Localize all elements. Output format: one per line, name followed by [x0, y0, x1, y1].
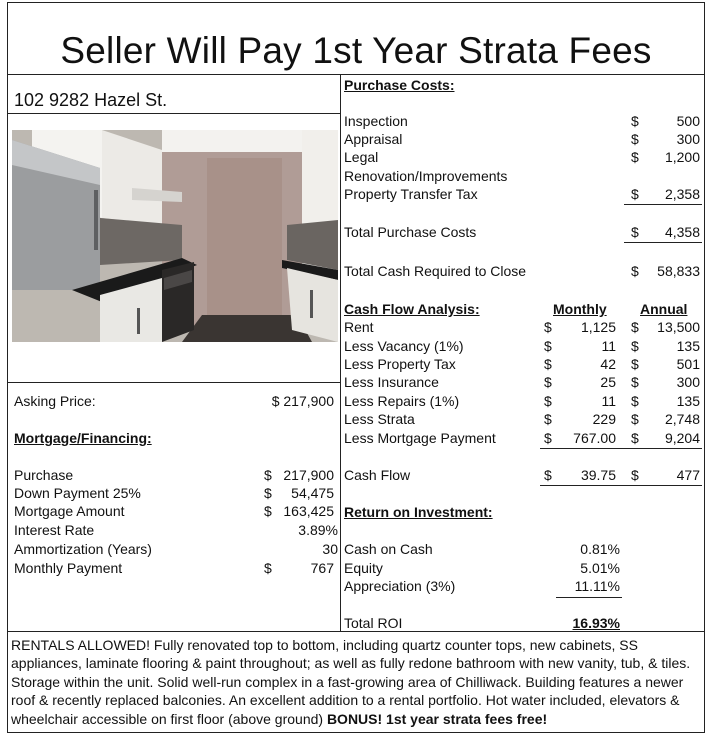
mortgage-label: Interest Rate	[14, 522, 95, 538]
purchase-cost-label: Legal	[344, 149, 379, 165]
purchase-cost-currency: $	[631, 131, 639, 147]
annual-value: 13,500	[657, 319, 700, 335]
cash-flow-heading: Cash Flow Analysis:	[344, 301, 480, 317]
roi-value: 11.11%	[574, 578, 620, 594]
annual-currency: $	[631, 338, 639, 354]
cash-flow-label: Less Strata	[344, 411, 415, 427]
kitchen-photo	[12, 130, 338, 342]
annual-currency: $	[631, 319, 639, 335]
total-roi-value: 16.93%	[572, 615, 620, 631]
cash-flow-result-rule	[540, 485, 702, 486]
mortgage-value: 767	[310, 560, 334, 576]
total-rule	[624, 242, 702, 243]
description-text: RENTALS ALLOWED! Fully renovated top to bottom, including quartz counter tops, new cabinets, SS appliances, laminate flooring & paint throughout; as well as fully redone bathroom with new vanity, tub, & tiles. Storage within the unit. Solid well-run complex in a fast-growing area of Chilliwack. Building features a newer roof & recently replaced balconies. An excellent addition to a rental portfolio. Hot water included, elevators & wheelchair accessible on first floor (above ground)	[11, 637, 691, 727]
mortgage-value: 54,475	[291, 485, 334, 501]
monthly-value: 1,125	[580, 319, 616, 335]
annual-value: 9,204	[664, 430, 700, 446]
mortgage-heading: Mortgage/Financing:	[14, 430, 152, 446]
purchase-costs-heading: Purchase Costs:	[344, 77, 455, 93]
cash-flow-label: Less Vacancy (1%)	[344, 338, 464, 354]
roi-rule	[556, 597, 622, 598]
roi-label: Appreciation (3%)	[344, 578, 456, 594]
property-address: 102 9282 Hazel St.	[14, 90, 168, 110]
monthly-currency: $	[544, 338, 552, 354]
cash-flow-rule	[540, 448, 702, 449]
purchase-cost-currency: $	[631, 149, 639, 165]
monthly-currency: $	[544, 430, 552, 446]
purchase-cost-value: 2,358	[664, 186, 700, 202]
mortgage-currency: $	[264, 467, 272, 483]
roi-heading: Return on Investment:	[344, 504, 493, 520]
cash-required-label: Total Cash Required to Close	[344, 263, 527, 279]
monthly-column-header: Monthly	[553, 301, 607, 317]
page-title: Seller Will Pay 1st Year Strata Fees	[60, 30, 652, 71]
mortgage-label: Monthly Payment	[14, 560, 123, 576]
purchase-cost-label: Property Transfer Tax	[344, 186, 478, 202]
purchase-cost-value: 500	[676, 113, 700, 129]
purchase-cost-value: 300	[676, 131, 700, 147]
annual-currency: $	[631, 430, 639, 446]
annual-currency: $	[631, 411, 639, 427]
cash-flow-annual: 477	[676, 467, 700, 483]
monthly-value: 767.00	[573, 430, 616, 446]
annual-currency: $	[631, 374, 639, 390]
annual-column-header: Annual	[640, 301, 688, 317]
monthly-value: 25	[600, 374, 616, 390]
photo-divider	[8, 382, 340, 383]
cash-required-value: 58,833	[657, 263, 700, 279]
purchase-cost-label: Renovation/Improvements	[344, 168, 508, 184]
cash-flow-label: Less Repairs (1%)	[344, 393, 460, 409]
purchase-cost-label: Appraisal	[344, 131, 403, 147]
mortgage-currency: $	[264, 560, 272, 576]
monthly-value: 229	[592, 411, 616, 427]
annual-value: 501	[676, 356, 700, 372]
mortgage-currency: $	[264, 503, 272, 519]
total-purchase-costs-value: 4,358	[664, 224, 700, 240]
total-roi-label: Total ROI	[344, 615, 403, 631]
mortgage-label: Mortgage Amount	[14, 503, 125, 519]
mortgage-label: Down Payment 25%	[14, 485, 141, 501]
cash-flow-label: Less Property Tax	[344, 356, 456, 372]
annual-currency: $	[631, 393, 639, 409]
mortgage-label: Purchase	[14, 467, 74, 483]
monthly-currency: $	[544, 356, 552, 372]
mortgage-value: 3.89%	[298, 522, 338, 538]
monthly-value: 42	[600, 356, 616, 372]
column-divider	[340, 74, 341, 631]
asking-price-value: $ 217,900	[271, 393, 334, 409]
roi-label: Cash on Cash	[344, 541, 433, 557]
monthly-value: 11	[601, 338, 616, 354]
annual-value: 135	[676, 338, 700, 354]
bonus-text: BONUS! 1st year strata fees free!	[326, 710, 548, 727]
monthly-currency: $	[544, 319, 552, 335]
asking-price-label: Asking Price:	[14, 393, 96, 409]
roi-value: 0.81%	[580, 541, 620, 557]
listing-description	[11, 636, 701, 728]
title-divider	[8, 74, 704, 75]
mortgage-value: 217,900	[283, 467, 334, 483]
annual-value: 135	[676, 393, 700, 409]
mortgage-label: Ammortization (Years)	[14, 541, 152, 557]
cash-flow-label: Rent	[344, 319, 374, 335]
annual-currency: $	[631, 467, 639, 483]
mortgage-currency: $	[264, 485, 272, 501]
cash-flow-monthly: 39.75	[580, 467, 616, 483]
monthly-currency: $	[544, 393, 552, 409]
cash-flow-label: Less Mortgage Payment	[344, 430, 496, 446]
annual-currency: $	[631, 356, 639, 372]
address-divider	[8, 113, 340, 114]
roi-value: 5.01%	[580, 560, 620, 576]
total-purchase-costs-currency: $	[631, 224, 639, 240]
monthly-currency: $	[544, 467, 552, 483]
total-purchase-costs-label: Total Purchase Costs	[344, 224, 477, 240]
mortgage-value: 30	[322, 541, 338, 557]
subtotal-rule	[624, 204, 702, 205]
roi-label: Equity	[344, 560, 383, 576]
mortgage-value: 163,425	[283, 503, 334, 519]
purchase-cost-label: Inspection	[344, 113, 408, 129]
purchase-cost-currency: $	[631, 113, 639, 129]
cash-flow-label: Less Insurance	[344, 374, 439, 390]
purchase-cost-currency: $	[631, 186, 639, 202]
monthly-value: 11	[601, 393, 616, 409]
annual-value: 2,748	[664, 411, 700, 427]
purchase-cost-value: 1,200	[664, 149, 700, 165]
monthly-currency: $	[544, 411, 552, 427]
cash-flow-result-label: Cash Flow	[344, 467, 411, 483]
monthly-currency: $	[544, 374, 552, 390]
annual-value: 300	[676, 374, 700, 390]
cash-required-currency: $	[631, 263, 639, 279]
